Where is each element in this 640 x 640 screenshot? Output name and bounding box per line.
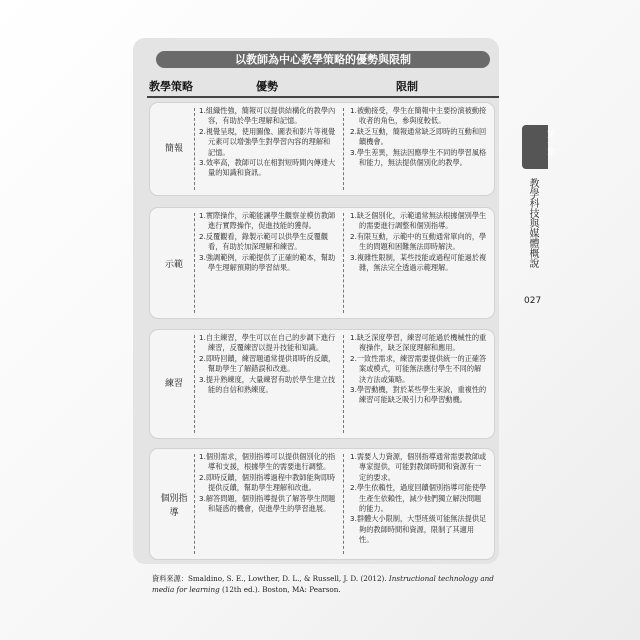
row-separator bbox=[194, 454, 195, 554]
row-strategy-label: 練習 bbox=[164, 379, 183, 389]
row-strategy-label: 示範 bbox=[164, 260, 183, 270]
header-limitations: 限制 bbox=[396, 80, 418, 93]
row-separator bbox=[194, 335, 195, 433]
list-item: 3.效率高，教師可以在相對短時間內傳達大量的知識和資訊。 bbox=[199, 158, 336, 178]
list-item: 1.實際操作，示範能讓學生觀察並模仿教師進行實際操作，促進技能的獲得。 bbox=[199, 211, 336, 231]
source-citation bbox=[152, 573, 512, 595]
table-title: 以教師為中心教學策略的優勢與限制 bbox=[235, 53, 411, 66]
chapter-title: 教學科技與媒體概說 bbox=[527, 178, 538, 268]
list-item: 3.解答問題，個別指導提供了解答學生問題和疑惑的機會，促進學生的學習進展。 bbox=[199, 493, 336, 514]
list-item: 1.需要人力資源，個別指導通常需要教師或專家提供，可能對教師時間和資源有一定的要求。 bbox=[350, 452, 487, 482]
header-divider bbox=[147, 96, 499, 98]
limitations-cell bbox=[350, 452, 488, 546]
source-book-title: Instructional technology and media for learning bbox=[152, 574, 494, 594]
header-strategy: 教學策略 bbox=[149, 80, 193, 93]
source-suffix: (12th ed.). Boston, MA: Pearson. bbox=[219, 585, 341, 594]
list-item: 1.缺乏深度學習，練習可能過於機械性的重複操作，缺乏深度理解和應用。 bbox=[350, 333, 487, 353]
list-item: 2.反覆觀看，錄製示範可以供學生反覆觀看，有助於加深理解和練習。 bbox=[199, 231, 329, 252]
list-item: 3.強調範例，示範提供了正確的範本，幫助學生理解預期的學習結果。 bbox=[199, 252, 336, 273]
limitations-cell bbox=[350, 211, 488, 273]
limitations-cell bbox=[350, 106, 488, 168]
page-number: 027 bbox=[524, 296, 542, 306]
limitations-cell bbox=[350, 333, 488, 406]
list-item: 3.學習動機，對於某些學生來說，重複性的練習可能缺乏吸引力和學習動機。 bbox=[350, 385, 487, 405]
list-item: 1.被動接受，學生在簡報中主要扮演被動接收者的角色，參與度較低。 bbox=[350, 106, 487, 126]
list-item: 2.一致性需求，練習需要提供統一的正確答案或模式，可能無法應付學生不同的解決方法或策略。 bbox=[350, 353, 487, 384]
advantages-cell bbox=[199, 106, 337, 179]
list-item: 1.自主練習，學生可以在自己的步調下進行練習，反覆練習以提升技能和知識。 bbox=[199, 333, 336, 353]
row-separator bbox=[194, 213, 195, 313]
list-item: 2.即時反饋，個別指導過程中教師能夠即時提供反饋，幫助學生理解和改進。 bbox=[199, 472, 336, 493]
list-item: 2.學生依賴性，過度回饋個別指導可能使學生產生依賴性，減少他們獨立解決問題的能力。 bbox=[350, 483, 487, 514]
list-item: 3.學生差異，無法因應學生不同的學習風格和能力，無法提供個別化的教學。 bbox=[350, 147, 487, 168]
list-item: 1.個別需求，個別指導可以提供個別化的指導和支援，根據學生的需要進行調整。 bbox=[199, 452, 336, 472]
row-strategy-label: 個別指導 bbox=[160, 494, 188, 518]
advantages-cell bbox=[199, 333, 337, 395]
list-item: 3.群體大小限制，大型班級可能無法提供足夠的教師時間和資源，限制了其適用性。 bbox=[350, 514, 487, 545]
list-item: 2.缺乏互動，簡報通常缺乏即時的互動和回饋機會。 bbox=[350, 126, 487, 147]
list-item: 3.提升熟練度，大量練習有助於學生建立技能的自信和熟練度。 bbox=[199, 374, 336, 395]
advantages-cell bbox=[199, 452, 337, 514]
row-separator bbox=[343, 213, 344, 313]
row-separator bbox=[343, 454, 344, 554]
row-strategy-label: 簡報 bbox=[164, 144, 183, 154]
list-item: 1.組織性強，簡報可以提供結構化的教學內容，有助於學生理解和記憶。 bbox=[199, 106, 336, 126]
list-item: 1.缺乏個別化，示範通常無法根據個別學生的需要進行調整和個別指導。 bbox=[350, 211, 487, 231]
row-separator bbox=[343, 108, 344, 190]
list-item: 2.即時回饋，練習題通常提供即時的反饋，幫助學生了解錯誤和改進。 bbox=[199, 353, 336, 374]
row-separator bbox=[194, 108, 195, 190]
header-advantages: 優勢 bbox=[256, 80, 278, 93]
list-item: 2.有限互動，示範中的互動通常單向的，學生的問題和困難無法即時解決。 bbox=[350, 231, 487, 252]
chapter-label: 第一章 bbox=[545, 129, 555, 156]
advantages-cell bbox=[199, 211, 337, 273]
source-prefix: 資料來源：Smaldino, S. E., Lowther, D. L., & Russell, J. D. (2012). bbox=[152, 574, 389, 583]
list-item: 2.視覺呈現，使用圖像、圖表和影片等視覺元素可以增強學生對學習內容的理解和記憶。 bbox=[199, 126, 336, 157]
list-item: 3.複雜性限制，某些技能或過程可能過於複雜，無法完全透過示範理解。 bbox=[350, 252, 487, 273]
row-separator bbox=[343, 335, 344, 433]
